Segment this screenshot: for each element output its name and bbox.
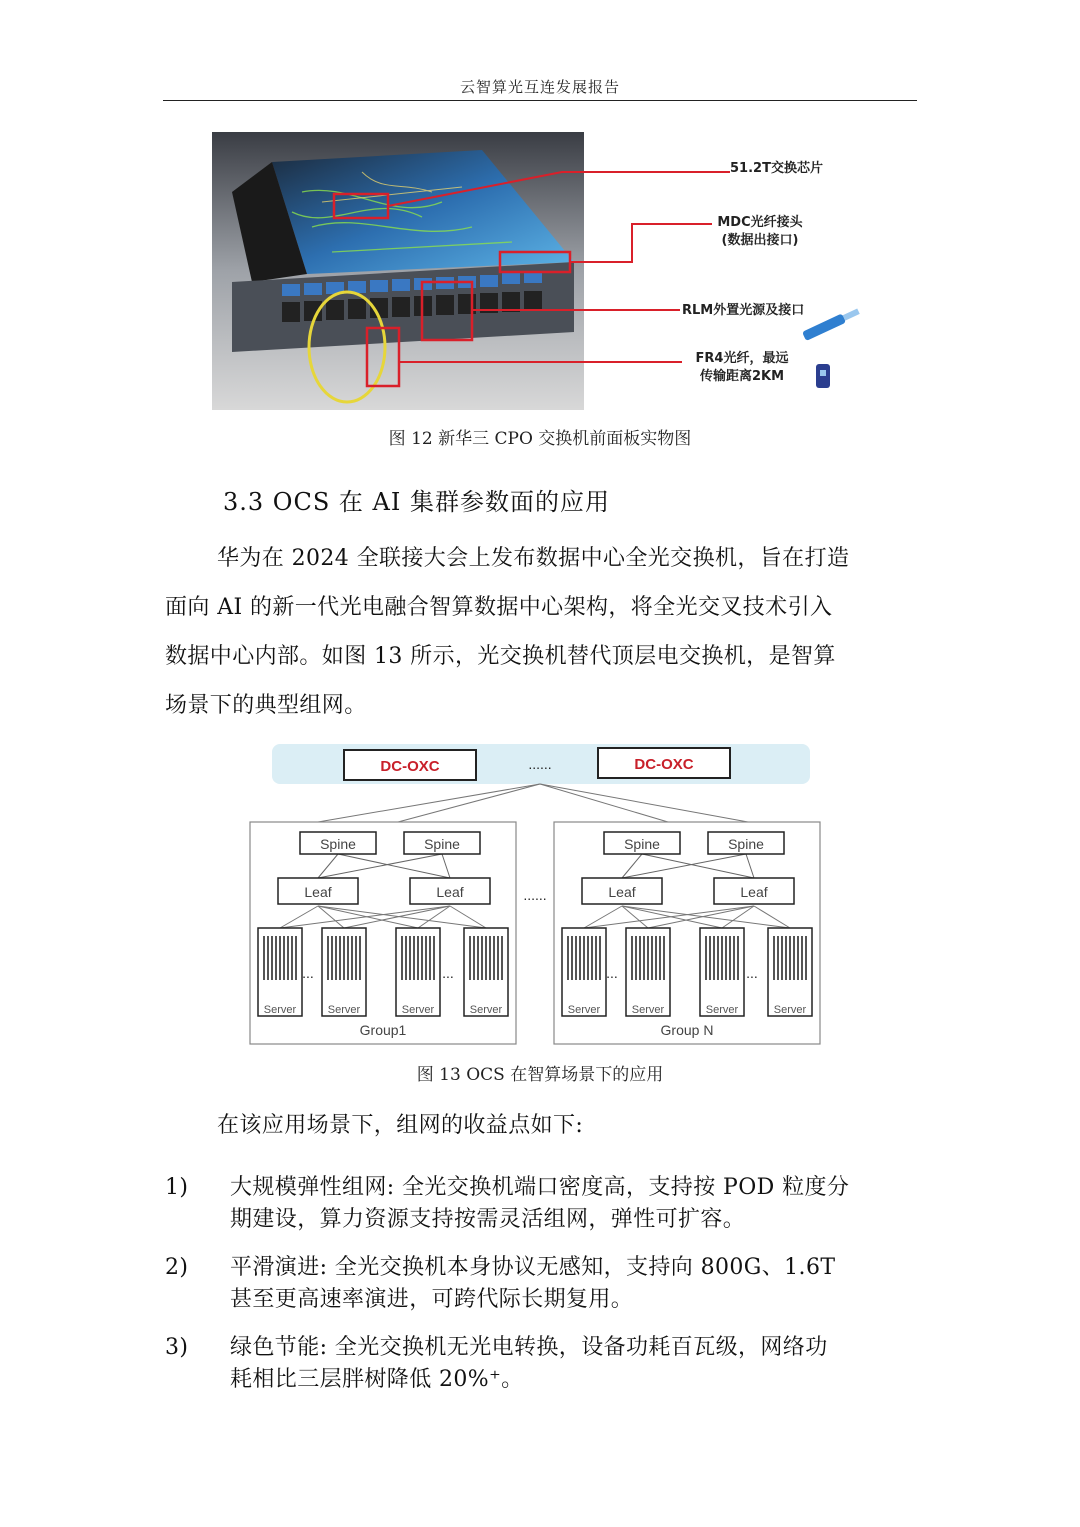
- server-stripe: [271, 936, 273, 980]
- server-stripe: [721, 936, 723, 980]
- server-stripe: [729, 936, 731, 980]
- server-stripe: [283, 936, 285, 980]
- server-stripe: [587, 936, 589, 980]
- server-stripe: [409, 936, 411, 980]
- server-stripe: [433, 936, 435, 980]
- server-stripe: [477, 936, 479, 980]
- list-line: 大规模弹性组网: 全光交换机端口密度高，支持按 POD 粒度分: [230, 1175, 850, 1200]
- server-stripe: [579, 936, 581, 980]
- server-stripe: [473, 936, 475, 980]
- server-stripe: [639, 936, 641, 980]
- spine-label: Spine: [624, 836, 660, 852]
- server-stripe: [291, 936, 293, 980]
- leaf-label: Leaf: [608, 884, 636, 900]
- list-line: 期建设，算力资源支持按需灵活组网，弹性可扩容。: [230, 1207, 746, 1232]
- server-stripe: [343, 936, 345, 980]
- server-stripe: [571, 936, 573, 980]
- list-line: 耗相比三层胖树降低 20%⁺。: [230, 1367, 524, 1392]
- server-stripe: [713, 936, 715, 980]
- group-label: Group1: [359, 1022, 407, 1038]
- server-stripe: [631, 936, 633, 980]
- server-stripe: [663, 936, 665, 980]
- server-stripe: [651, 936, 653, 980]
- server-stripe: [733, 936, 735, 980]
- server-ellipsis: ...: [442, 965, 454, 981]
- server-stripe: [575, 936, 577, 980]
- server-stripe: [485, 936, 487, 980]
- server-stripe: [773, 936, 775, 980]
- server-stripe: [781, 936, 783, 980]
- list-number: 1): [165, 1175, 189, 1200]
- server-stripe: [267, 936, 269, 980]
- server-stripe: [705, 936, 707, 980]
- server-stripe: [327, 936, 329, 980]
- list-line: 平滑演进: 全光交换机本身协议无感知，支持向 800G、1.6T: [230, 1255, 836, 1280]
- leaf-label: Leaf: [436, 884, 464, 900]
- server-stripe: [359, 936, 361, 980]
- server-stripe: [331, 936, 333, 980]
- running-header: 云智算光互连发展报告: [459, 78, 620, 96]
- server-stripe: [785, 936, 787, 980]
- server-stripe: [709, 936, 711, 980]
- figure12-caption: 图 12 新华三 CPO 交换机前面板实物图: [388, 429, 692, 449]
- group-ellipsis: ......: [523, 887, 547, 903]
- callout-fr4-distance: 传输距离2KM: [699, 369, 785, 384]
- server-stripe: [591, 936, 593, 980]
- figure13-caption: 图 13 OCS 在智算场景下的应用: [416, 1065, 664, 1085]
- spine-label: Spine: [424, 836, 460, 852]
- server-stripe: [413, 936, 415, 980]
- benefits-lead: 在该应用场景下，组网的收益点如下:: [217, 1113, 584, 1138]
- server-label: Server: [631, 1004, 665, 1016]
- oxc-ellipsis: ......: [528, 756, 552, 772]
- paragraph-line: 数据中心内部。如图 13 所示，光交换机替代顶层电交换机，是智算: [165, 644, 836, 669]
- server-stripe: [497, 936, 499, 980]
- server-stripe: [429, 936, 431, 980]
- server-stripe: [351, 936, 353, 980]
- server-stripe: [489, 936, 491, 980]
- server-stripe: [481, 936, 483, 980]
- spine-label: Spine: [728, 836, 764, 852]
- server-stripe: [335, 936, 337, 980]
- list-line: 甚至更高速率演进，可跨代际长期复用。: [230, 1287, 634, 1312]
- header-rule: [163, 100, 917, 101]
- server-stripe: [405, 936, 407, 980]
- server-stripe: [789, 936, 791, 980]
- dc-oxc-label-2: DC-OXC: [634, 756, 694, 773]
- server-label: Server: [263, 1004, 297, 1016]
- group-label: Group N: [660, 1022, 714, 1038]
- server-ellipsis: ...: [746, 965, 758, 981]
- server-stripe: [801, 936, 803, 980]
- paragraph-intro: [165, 534, 917, 730]
- server-stripe: [583, 936, 585, 980]
- server-stripe: [567, 936, 569, 980]
- server-stripe: [263, 936, 265, 980]
- callout-switch-chip: 51.2T交换芯片: [730, 161, 823, 176]
- server-label: Server: [401, 1004, 435, 1016]
- server-stripe: [599, 936, 601, 980]
- server-ellipsis: ...: [302, 965, 314, 981]
- server-stripe: [737, 936, 739, 980]
- server-stripe: [635, 936, 637, 980]
- server-stripe: [501, 936, 503, 980]
- callout-rlm: RLM外置光源及接口: [682, 303, 805, 318]
- server-stripe: [421, 936, 423, 980]
- dc-oxc-label-1: DC-OXC: [380, 758, 440, 775]
- server-ellipsis: ...: [606, 965, 618, 981]
- server-stripe: [595, 936, 597, 980]
- server-stripe: [347, 936, 349, 980]
- paragraph-line: 华为在 2024 全联接大会上发布数据中心全光交换机，旨在打造: [217, 546, 850, 571]
- server-stripe: [417, 936, 419, 980]
- list-number: 2): [165, 1255, 189, 1280]
- server-label: Server: [469, 1004, 503, 1016]
- server-stripe: [655, 936, 657, 980]
- server-stripe: [797, 936, 799, 980]
- server-stripe: [425, 936, 427, 980]
- server-label: Server: [567, 1004, 601, 1016]
- callout-fr4: FR4光纤，最远: [695, 351, 789, 366]
- list-number: 3): [165, 1335, 189, 1360]
- callout-mdc-sub: (数据出接口): [721, 233, 799, 248]
- paragraph-line: 场景下的典型组网。: [165, 693, 367, 718]
- spine-label: Spine: [320, 836, 356, 852]
- server-label: Server: [327, 1004, 361, 1016]
- server-label: Server: [705, 1004, 739, 1016]
- server-stripe: [777, 936, 779, 980]
- callout-mdc-connector: MDC光纤接头: [717, 215, 803, 230]
- server-stripe: [793, 936, 795, 980]
- server-stripe: [469, 936, 471, 980]
- server-stripe: [647, 936, 649, 980]
- server-stripe: [295, 936, 297, 980]
- server-stripe: [493, 936, 495, 980]
- server-stripe: [275, 936, 277, 980]
- server-stripe: [725, 936, 727, 980]
- server-stripe: [287, 936, 289, 980]
- server-stripe: [659, 936, 661, 980]
- server-stripe: [339, 936, 341, 980]
- leaf-label: Leaf: [304, 884, 332, 900]
- server-stripe: [355, 936, 357, 980]
- server-stripe: [401, 936, 403, 980]
- paragraph-line: 面向 AI 的新一代光电融合智算数据中心架构，将全光交叉技术引入: [165, 595, 833, 620]
- server-stripe: [805, 936, 807, 980]
- photo-callouts: [212, 132, 862, 410]
- server-stripe: [643, 936, 645, 980]
- leaf-label: Leaf: [740, 884, 768, 900]
- ocs-network-diagram: [248, 740, 833, 1050]
- list-line: 绿色节能: 全光交换机无光电转换，设备功耗百瓦级，网络功: [230, 1335, 828, 1360]
- server-label: Server: [773, 1004, 807, 1016]
- server-stripe: [717, 936, 719, 980]
- section-heading: 3.3 OCS 在 AI 集群参数面的应用: [223, 488, 610, 516]
- server-stripe: [279, 936, 281, 980]
